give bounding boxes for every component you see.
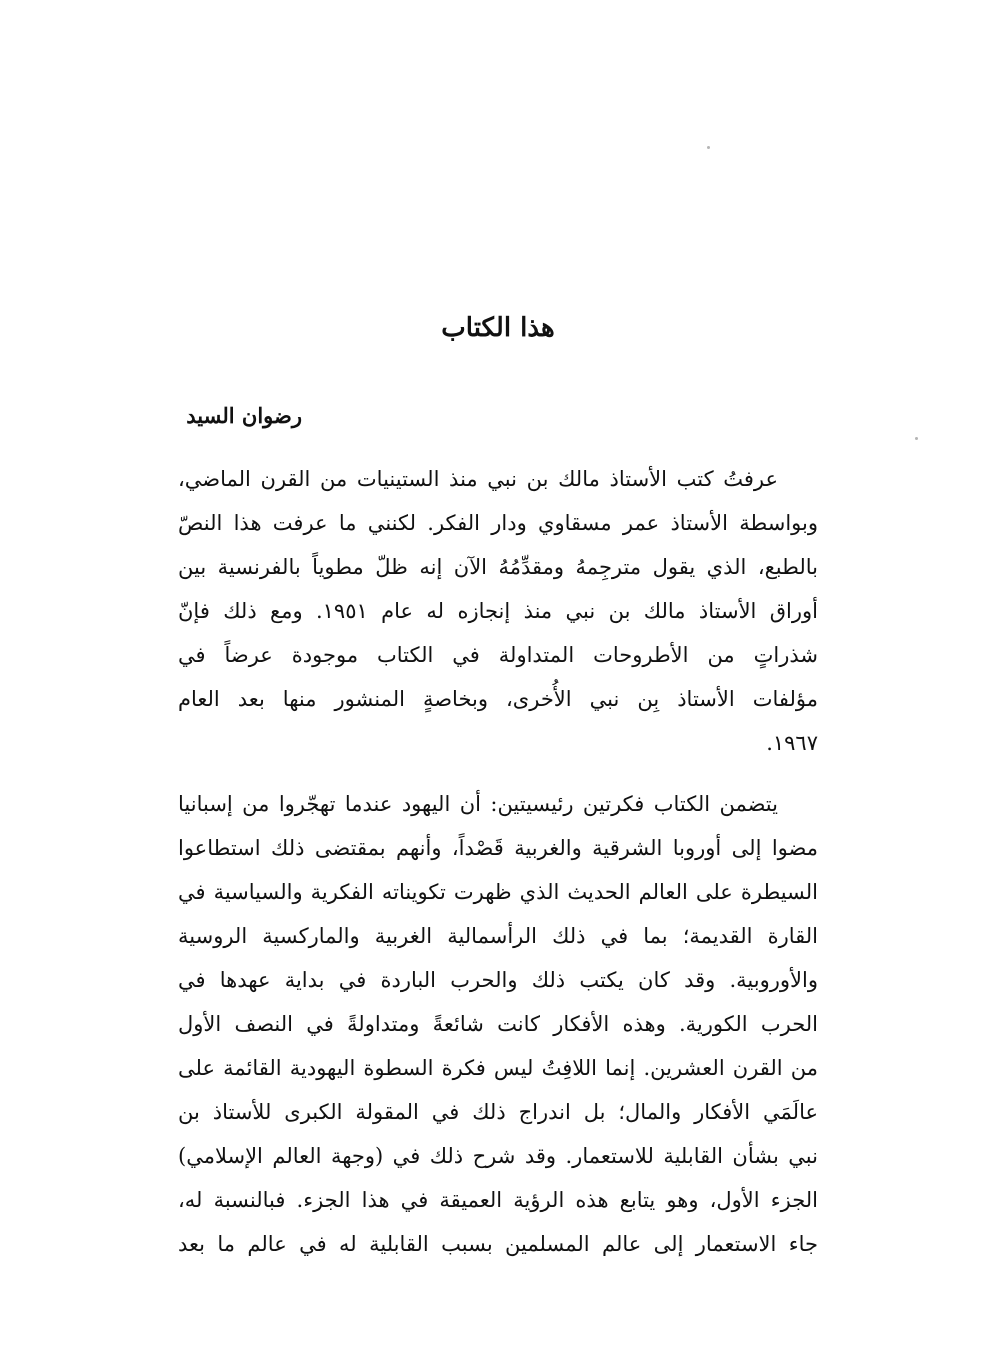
text-line: مؤلفات الأستاذ بِن نبي الأُخرى، وبخاصةٍ المنشور منها بعد العام (178, 687, 818, 711)
text-line: الحرب الكورية. وهذه الأفكار كانت شائعةً ومتداولةً في النصف الأول (178, 1012, 818, 1036)
text-line: أوراق الأستاذ مالك بن نبي منذ إنجازه له عام ١٩٥١. ومع ذلك فإنّ (178, 599, 818, 623)
text-line: بالطبع، الذي يقول مترجِمهُ ومقدِّمُهُ الآن إنه ظلّ مطوياً بالفرنسية بين (178, 555, 818, 579)
author-name: رضوان السيد (186, 403, 302, 428)
text-line: السيطرة على العالم الحديث الذي ظهرت تكويناته الفكرية والسياسية في (178, 880, 818, 904)
text-line: نبي بشأن القابلية للاستعمار. وقد شرح ذلك في (وجهة العالم الإسلامي) (178, 1144, 818, 1168)
text-line: عرفتُ كتب الأستاذ مالك بن نبي منذ الستينيات من القرن الماضي، (178, 467, 778, 491)
text-line: عالَمَي الأفكار والمال؛ بل اندراج ذلك في المقولة الكبرى للأستاذ بن (178, 1100, 818, 1124)
text-line: مضوا إلى أوروبا الشرقية والغربية قَصْداً، وأنهم بمقتضى ذلك استطاعوا (178, 836, 818, 860)
text-line: القارة القديمة؛ بما في ذلك الرأسمالية الغربية والماركسية الروسية (178, 924, 818, 948)
text-line: وبواسطة الأستاذ عمر مسقاوي ودار الفكر. لكنني ما عرفت هذا النصّ (178, 511, 818, 535)
text-line: يتضمن الكتاب فكرتين رئيسيتين: أن اليهود عندما تهجّروا من إسبانيا (178, 792, 778, 816)
paragraph-2 (178, 782, 818, 1266)
scan-speck (915, 437, 918, 440)
text-line: والأوروبية. وقد كان يكتب ذلك والحرب الباردة في بداية عهدها في (178, 968, 818, 992)
text-line: شذراتٍ من الأطروحات المتداولة في الكتاب موجودة عرضاً في (178, 643, 818, 667)
text-line: من القرن العشرين. إنما اللافِتُ ليس فكرة السطوة اليهودية القائمة على (178, 1056, 818, 1080)
paragraph-1 (178, 457, 818, 765)
text-line: جاء الاستعمار إلى عالم المسلمين بسبب القابلية له في عالم ما بعد (178, 1232, 818, 1256)
text-line: الجزء الأول، وهو يتابع هذه الرؤية العميقة في هذا الجزء. فبالنسبة له، (178, 1188, 818, 1212)
chapter-title: هذا الكتاب (441, 313, 555, 343)
scan-speck (707, 146, 710, 149)
text-line: ١٩٦٧. (766, 731, 818, 755)
